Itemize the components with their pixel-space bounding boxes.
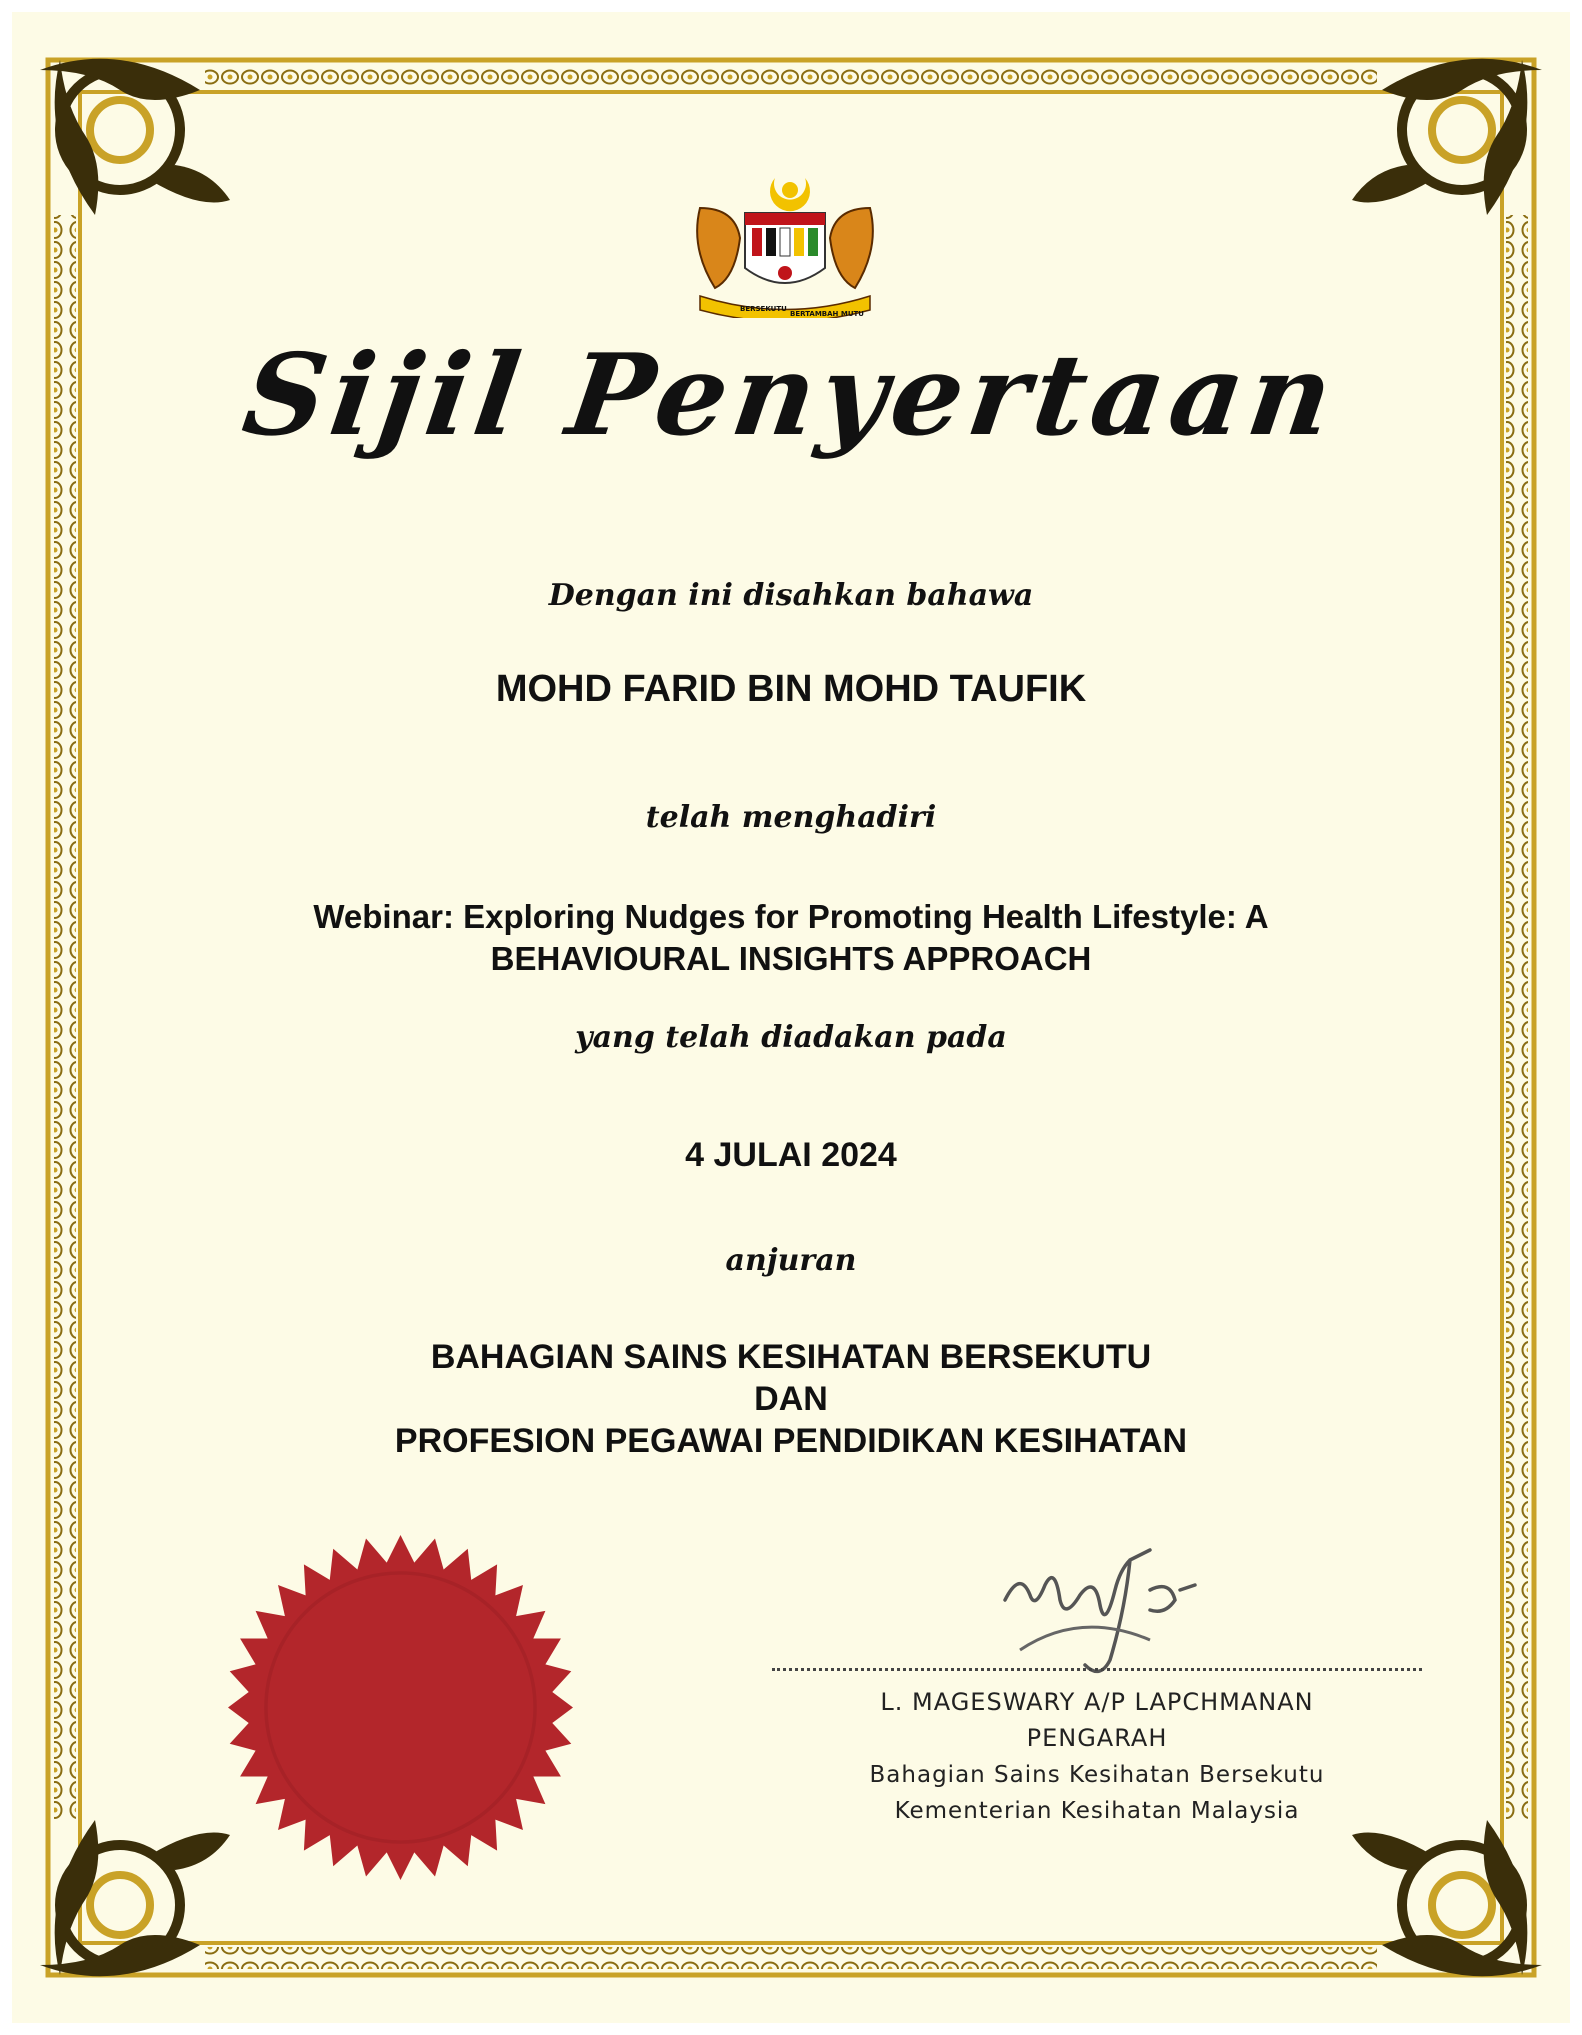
organized-label: anjuran (725, 1243, 857, 1278)
signature-line (772, 1668, 1422, 1671)
crest-motto-right: BERTAMBAH MUTU (790, 310, 864, 318)
event-date: 4 JULAI 2024 (685, 1136, 897, 1174)
crest-motto-left: BERSEKUTU (740, 305, 787, 313)
held-label: yang telah diadakan pada (575, 1020, 1007, 1055)
corner-ornament-bottom-right (1352, 1820, 1542, 1976)
organizer-line1: BAHAGIAN SAINS KESIHATAN BERSEKUTU (430, 1338, 1152, 1376)
organizer-line3: PROFESION PEGAWAI PENDIDIKAN KESIHATAN (394, 1422, 1188, 1460)
signatory-ministry: Kementerian Kesihatan Malaysia (894, 1798, 1300, 1824)
corner-ornament-top-left (40, 59, 230, 215)
signatory-name: L. MAGESWARY A/P LAPCHMANAN (880, 1688, 1314, 1716)
signature-mark (1000, 1540, 1220, 1680)
event-title-line1: Webinar: Exploring Nudges for Promoting Health Lifestyle: A (313, 898, 1269, 935)
intro-text: Dengan ini disahkan bahawa (548, 578, 1034, 613)
recipient-name: MOHD FARID BIN MOHD TAUFIK (495, 668, 1087, 710)
corner-ornament-top-right (1352, 59, 1542, 215)
signatory-division: Bahagian Sains Kesihatan Bersekutu (869, 1762, 1325, 1788)
red-seal (228, 1535, 573, 1880)
signatory-position: PENGARAH (1026, 1724, 1168, 1752)
certificate-title: Sijil Penyertaan (235, 330, 1347, 461)
organizer-line2: DAN (754, 1380, 828, 1418)
corner-ornament-bottom-left (40, 1820, 230, 1976)
coat-of-arms-emblem (680, 168, 890, 318)
attended-label: telah menghadiri (645, 800, 937, 835)
event-title-line2: BEHAVIOURAL INSIGHTS APPROACH (490, 940, 1092, 977)
